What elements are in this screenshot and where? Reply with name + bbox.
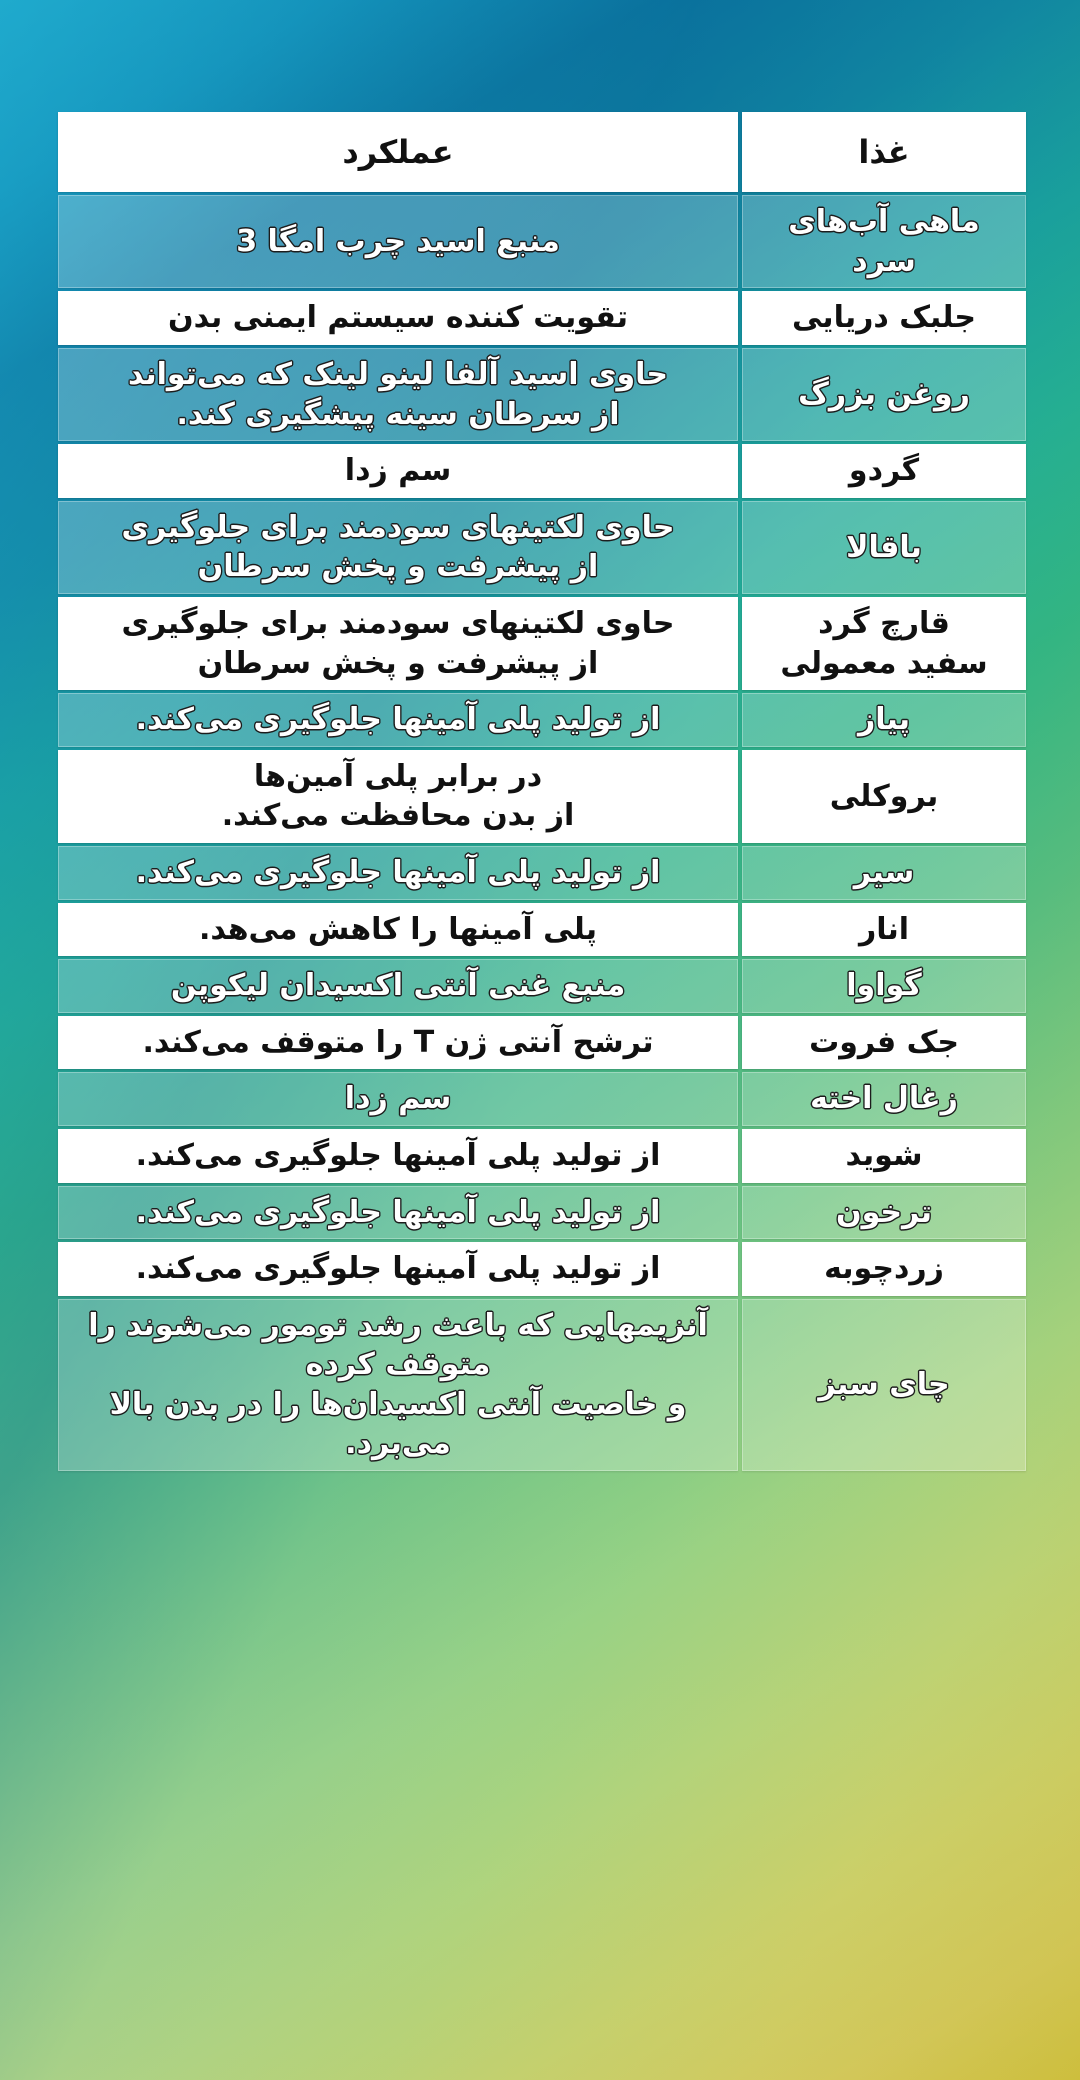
table-row bbox=[58, 846, 1026, 900]
cell-food-name: انار bbox=[742, 903, 1026, 957]
cell-function-text: از تولید پلی آمینها جلوگیری می‌کند. bbox=[58, 1129, 738, 1183]
cell-function-text: از تولید پلی آمینها جلوگیری می‌کند. bbox=[58, 846, 738, 900]
cell-food-name: قارچ گرد سفید معمولی bbox=[742, 597, 1026, 690]
cell-function-text: از تولید پلی آمینها جلوگیری می‌کند. bbox=[58, 1242, 738, 1296]
cell-food-name: باقالا bbox=[742, 501, 1026, 594]
cell-food-name: چای سبز bbox=[742, 1299, 1026, 1471]
table-row bbox=[58, 693, 1026, 747]
cell-food-name: ماهی آب‌های سرد bbox=[742, 195, 1026, 288]
cell-food-name: گردو bbox=[742, 444, 1026, 498]
cell-function-text: سم زدا bbox=[58, 1072, 738, 1126]
cell-function-text: تقویت کننده سیستم ایمنی بدن bbox=[58, 291, 738, 345]
table-header-row bbox=[58, 112, 1026, 192]
cell-function-text: از تولید پلی آمینها جلوگیری می‌کند. bbox=[58, 1186, 738, 1240]
cell-food-name: جلبک دریایی bbox=[742, 291, 1026, 345]
table-row bbox=[58, 444, 1026, 498]
cell-food-name: جک فروت bbox=[742, 1016, 1026, 1070]
table-row bbox=[58, 195, 1026, 288]
table-row bbox=[58, 1186, 1026, 1240]
cell-food-name: بروکلی bbox=[742, 750, 1026, 843]
column-header-function: عملکرد bbox=[58, 112, 738, 192]
table-row bbox=[58, 1242, 1026, 1296]
cell-function-text: از تولید پلی آمینها جلوگیری می‌کند. bbox=[58, 693, 738, 747]
cell-food-name: زغال اخته bbox=[742, 1072, 1026, 1126]
table-row bbox=[58, 348, 1026, 441]
table-row bbox=[58, 1072, 1026, 1126]
cell-function-text: منبع غنی آنتی اکسیدان لیکوپن bbox=[58, 959, 738, 1013]
table-row bbox=[58, 1129, 1026, 1183]
cell-food-name: پیاز bbox=[742, 693, 1026, 747]
cell-food-name: گواوا bbox=[742, 959, 1026, 1013]
cell-food-name: سیر bbox=[742, 846, 1026, 900]
cell-function-text: در برابر پلی آمین‌ها از بدن محافظت می‌کند. bbox=[58, 750, 738, 843]
cell-function-text: پلی آمینها را کاهش می‌هد. bbox=[58, 903, 738, 957]
table-row bbox=[58, 959, 1026, 1013]
cell-food-name: شوید bbox=[742, 1129, 1026, 1183]
table-row bbox=[58, 903, 1026, 957]
table-row bbox=[58, 1299, 1026, 1471]
cell-function-text: سم زدا bbox=[58, 444, 738, 498]
cell-function-text: آنزیمهایی که باعث رشد تومور می‌شوند را متوقف کرده و خاصیت آنتی اکسیدان‌ها را در بدن بالا می‌برد. bbox=[58, 1299, 738, 1471]
cell-function-text: حاوی لکتینهای سودمند برای جلوگیری از پیشرفت و پخش سرطان bbox=[58, 501, 738, 594]
table-row bbox=[58, 291, 1026, 345]
cell-food-name: زردچوبه bbox=[742, 1242, 1026, 1296]
table-row bbox=[58, 1016, 1026, 1070]
food-function-table bbox=[58, 112, 1026, 1471]
cell-function-text: حاوی اسید آلفا لینو لینک که می‌تواند از سرطان سینه پیشگیری کند. bbox=[58, 348, 738, 441]
cell-food-name: ترخون bbox=[742, 1186, 1026, 1240]
column-header-food: غذا bbox=[742, 112, 1026, 192]
cell-food-name: روغن بزرگ bbox=[742, 348, 1026, 441]
cell-function-text: منبع اسید چرب امگا 3 bbox=[58, 195, 738, 288]
table-row bbox=[58, 750, 1026, 843]
cell-function-text: حاوی لکتینهای سودمند برای جلوگیری از پیشرفت و پخش سرطان bbox=[58, 597, 738, 690]
cell-function-text: ترشح آنتی ژن T را متوقف می‌کند. bbox=[58, 1016, 738, 1070]
table-row bbox=[58, 501, 1026, 594]
table-row bbox=[58, 597, 1026, 690]
